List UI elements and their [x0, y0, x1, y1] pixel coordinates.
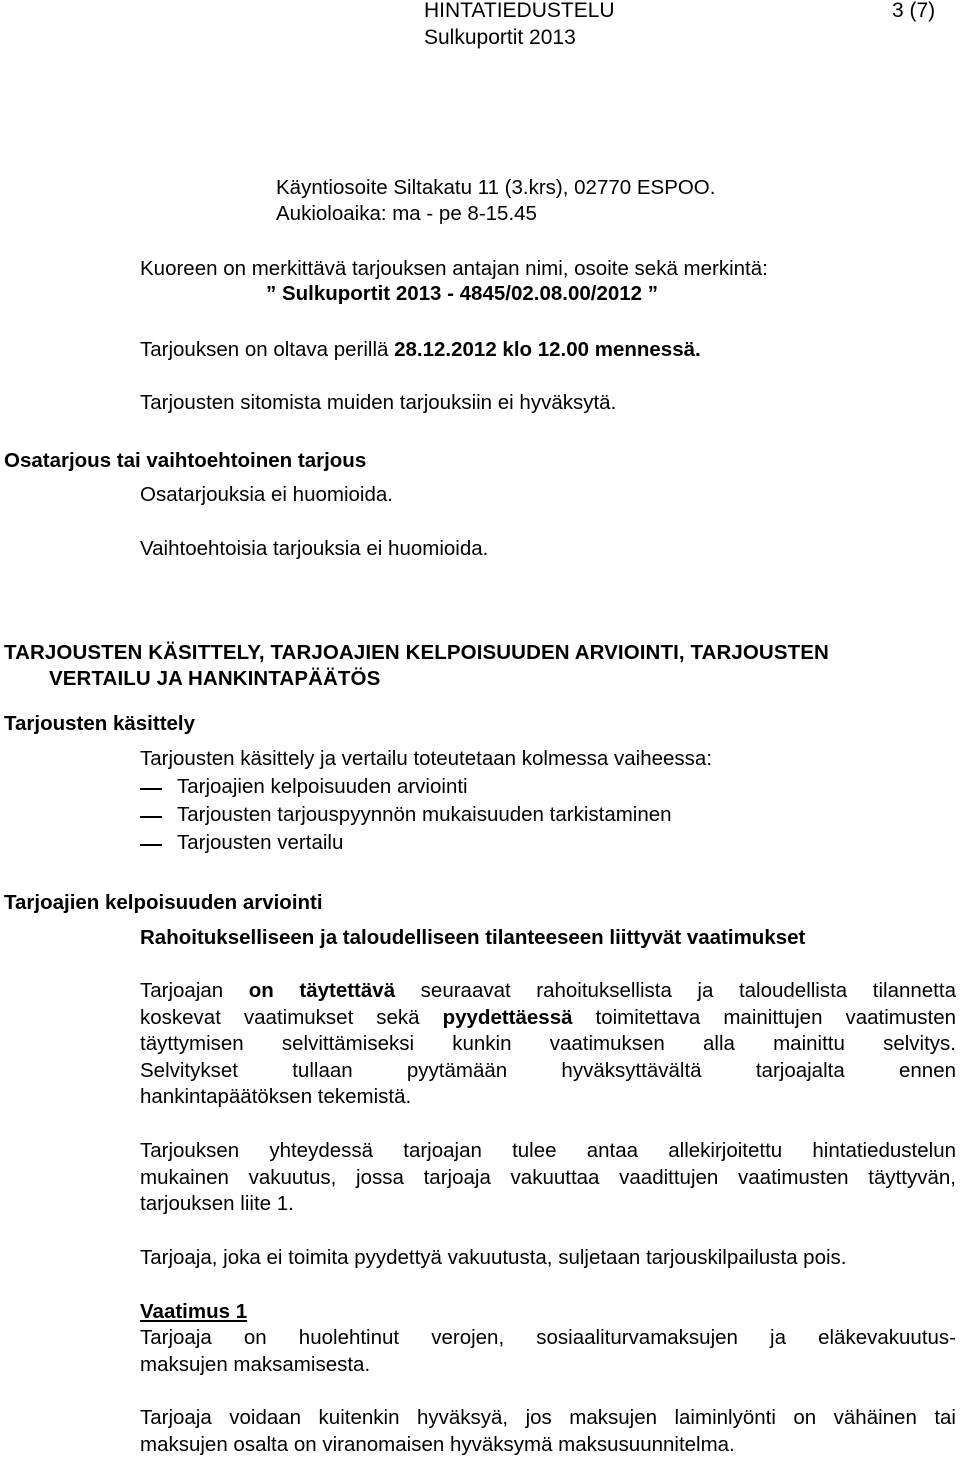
processing-heading: Tarjousten käsittely — [4, 712, 196, 735]
dash-icon — [140, 816, 162, 818]
text-run-bold: on täytettävä — [248, 979, 396, 1002]
envelope-intro: Kuoreen on merkittävä tarjouksen antajan nimi, osoite sekä merkintä: — [140, 257, 768, 280]
dash-icon — [140, 788, 162, 790]
binding-note: Tarjousten sitomista muiden tarjouksiin ei hyväksytä. — [140, 391, 617, 414]
paragraph-line — [140, 978, 956, 1005]
text-run: Tarjoajan — [140, 979, 249, 1002]
deadline-prefix: Tarjouksen on oltava perillä — [140, 338, 395, 361]
deadline-date: 28.12.2012 klo 12.00 mennessä. — [394, 338, 701, 361]
text-run-bold: pyydettäessä — [442, 1005, 573, 1029]
paragraph-line: Tarjoaja voidaan kuitenkin hyväksyä, jos maksujen laiminlyönti on vähäinen tai — [140, 1406, 956, 1429]
header-subtitle: Sulkuportit 2013 — [424, 26, 576, 49]
paragraph-line: maksujen maksamisesta. — [140, 1352, 371, 1376]
eligibility-heading: Tarjoajien kelpoisuuden arviointi — [4, 891, 323, 914]
eligibility-paragraph-3: Tarjoaja, joka ei toimita pyydettyä vakuutusta, suljetaan tarjouskilpailusta pois. — [140, 1246, 847, 1269]
text-run: koskevat vaatimukset sekä — [140, 1005, 443, 1029]
paragraph-line: mukainen vakuutus, jossa tarjoaja vakuuttaa vaadittujen vaatimusten täyttyvän, — [140, 1165, 956, 1189]
partial-heading: Osatarjous tai vaihtoehtoinen tarjous — [4, 449, 367, 472]
header-title: HINTATIEDUSTELU — [424, 0, 615, 22]
eligibility-subheading: Rahoitukselliseen ja taloudelliseen tilanteeseen liittyvät vaatimukset — [140, 926, 806, 949]
list-item: Tarjoajien kelpoisuuden arviointi — [177, 775, 468, 798]
requirement-1-text — [140, 1325, 956, 1378]
eligibility-paragraph-4 — [140, 1405, 956, 1458]
paragraph-line — [140, 1005, 956, 1032]
text-run: toimitettava mainittujen vaatimusten — [572, 1005, 957, 1029]
requirement-1-title: Vaatimus 1 — [140, 1300, 248, 1323]
eligibility-paragraph-1 — [140, 978, 956, 1111]
main-heading-line-2: VERTAILU JA HANKINTAPÄÄTÖS — [49, 667, 381, 690]
header-page-number: 3 (7) — [892, 0, 936, 22]
paragraph-line: Tarjoaja on huolehtinut verojen, sosiaaliturvamaksujen ja eläkevakuutus- — [140, 1326, 956, 1349]
paragraph-line: maksujen osalta on viranomaisen hyväksymä maksusuunnitelma. — [140, 1432, 735, 1456]
paragraph-line: täyttymisen selvittämiseksi kunkin vaatimuksen alla mainittu selvitys. — [140, 1032, 956, 1055]
partial-line-1: Osatarjouksia ei huomioida. — [140, 483, 393, 506]
paragraph-line: Tarjouksen yhteydessä tarjoajan tulee antaa allekirjoitettu hintatiedustelun — [140, 1139, 956, 1162]
main-heading-line-1: TARJOUSTEN KÄSITTELY, TARJOAJIEN KELPOISUUDEN ARVIOINTI, TARJOUSTEN — [4, 641, 829, 664]
paragraph-line: Selvitykset tullaan pyytämään hyväksyttävältä tarjoajalta ennen — [140, 1058, 956, 1082]
partial-line-2: Vaihtoehtoisia tarjouksia ei huomioida. — [140, 537, 489, 560]
address-line-2: Aukioloaika: ma - pe 8-15.45 — [276, 202, 537, 225]
paragraph-line: hankintapäätöksen tekemistä. — [140, 1085, 412, 1108]
text-run: seuraavat rahoituksellista ja taloudellista tilannetta — [395, 979, 956, 1002]
list-item: Tarjousten vertailu — [177, 831, 344, 854]
dash-icon — [140, 844, 162, 846]
deadline-text — [140, 340, 701, 361]
envelope-marking: ” Sulkuportit 2013 - 4845/02.08.00/2012 ” — [266, 282, 658, 305]
paragraph-line: tarjouksen liite 1. — [140, 1192, 294, 1215]
processing-intro: Tarjousten käsittely ja vertailu toteutetaan kolmessa vaiheessa: — [140, 747, 713, 770]
eligibility-paragraph-2 — [140, 1138, 956, 1218]
list-item: Tarjousten tarjouspyynnön mukaisuuden tarkistaminen — [177, 803, 672, 826]
address-line-1: Käyntiosoite Siltakatu 11 (3.krs), 02770 ESPOO. — [276, 176, 716, 199]
